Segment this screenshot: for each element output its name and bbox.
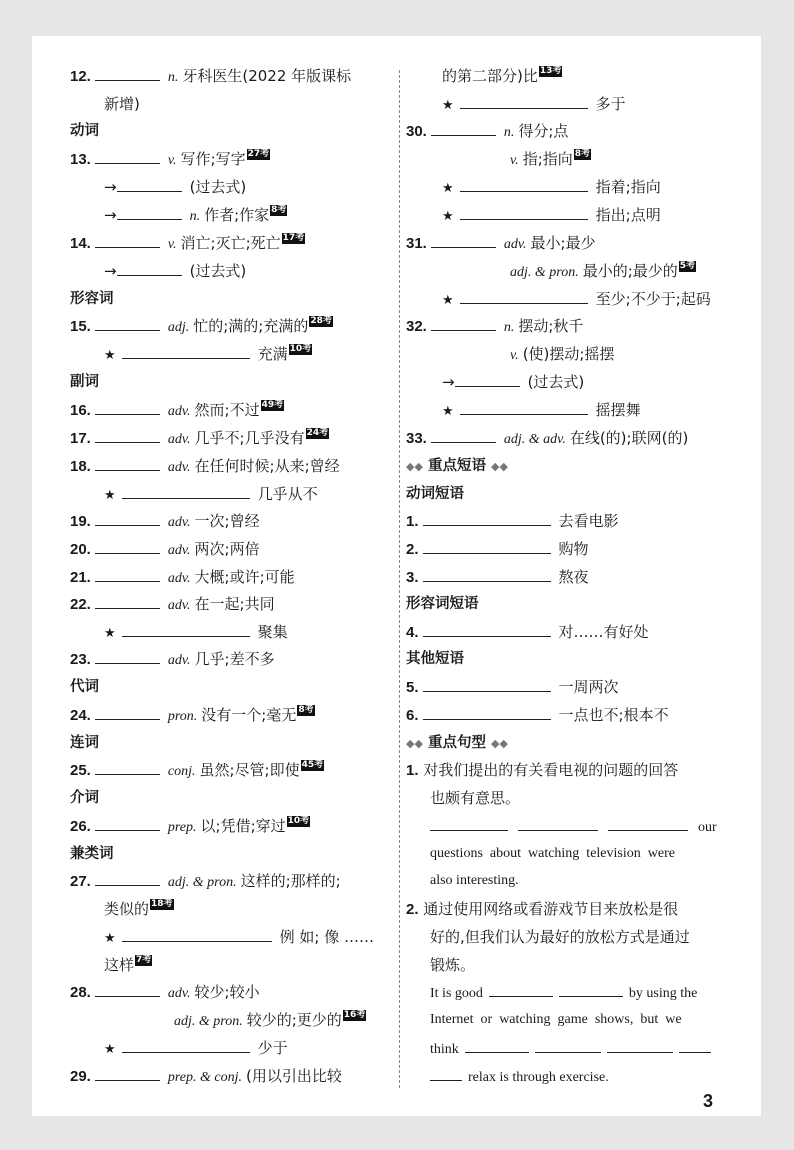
sentence-2-en3: think <box>430 1038 711 1060</box>
answer-blank[interactable] <box>423 677 551 692</box>
section-adjective: 形容词 <box>70 291 114 307</box>
answer-blank[interactable] <box>122 927 272 942</box>
answer-blank[interactable] <box>95 594 160 609</box>
answer-blank[interactable] <box>95 428 160 443</box>
item-32-line2: v. (使)摆动;摇摆 <box>510 345 615 363</box>
header-key-sentences: ◆◆ 重点句型 ◆◆ <box>406 735 508 751</box>
answer-blank[interactable] <box>431 233 496 248</box>
section-preposition: 介词 <box>70 790 99 806</box>
star-icon: ★ <box>104 488 116 503</box>
phrase-4: 4. 对……有好处 <box>406 623 649 641</box>
item-20: 20. adv. 两次;两倍 <box>70 540 260 558</box>
item-32-sub: → (过去式) <box>442 373 585 391</box>
answer-blank[interactable] <box>460 94 588 109</box>
item-27-cont: 类似的 18考 <box>104 899 173 918</box>
section-adj-phrases: 形容词短语 <box>406 596 479 612</box>
answer-blank[interactable] <box>117 205 182 220</box>
phrase-6: 6. 一点也不;根本不 <box>406 706 669 724</box>
item-18: 18. adv. 在任何时候;从来;曾经 <box>70 457 340 475</box>
answer-blank[interactable] <box>95 649 160 664</box>
item-29: 29. prep. & conj. (用以引出比较 <box>70 1067 342 1085</box>
star-icon: ★ <box>442 181 454 196</box>
sentence-1-cn2: 也颇有意思。 <box>430 789 521 807</box>
item-33: 33. adj. & adv. 在线(的);联网(的) <box>406 429 689 447</box>
item-14: 14. v. 消亡;灭亡;死亡 17考 <box>70 233 305 252</box>
answer-blank[interactable] <box>95 871 160 886</box>
sentence-2-en1: It is good by using the <box>430 982 697 1004</box>
item-26: 26. prep. 以;凭借;穿过 10考 <box>70 816 310 835</box>
item-25: 25. conj. 虽然;尽管;即使 45考 <box>70 760 324 779</box>
item-13-sub2: → n. 作者;作家 8考 <box>104 205 287 224</box>
item-24: 24. pron. 没有一个;毫无 8考 <box>70 705 314 724</box>
answer-blank[interactable] <box>607 1038 673 1053</box>
sentence-1: 1. 对我们提出的有关看电视的问题的回答 <box>406 761 679 779</box>
kao-badge: 10考 <box>289 344 312 354</box>
item-14-sub1: → (过去式) <box>104 262 247 280</box>
answer-blank[interactable] <box>95 539 160 554</box>
answer-blank[interactable] <box>423 539 551 554</box>
item-28: 28. adv. 较少;较小 <box>70 983 260 1001</box>
star-icon: ★ <box>442 209 454 224</box>
sentence-2-en2: Internet or watching game shows, but we <box>430 1012 682 1027</box>
section-verb: 动词 <box>70 123 99 139</box>
star-icon: ★ <box>442 293 454 308</box>
item-22-star: ★ 聚集 <box>104 623 288 641</box>
answer-blank[interactable] <box>460 289 588 304</box>
item-27-star-cont: 这样 7考 <box>104 955 152 974</box>
answer-blank[interactable] <box>95 816 160 831</box>
item-21: 21. adv. 大概;或许;可能 <box>70 568 295 586</box>
item-32-star: ★ 摇摆舞 <box>442 401 641 419</box>
sentence-2: 2. 通过使用网络或看游戏节目来放松是很 <box>406 900 679 918</box>
kao-badge: 45考 <box>301 760 324 770</box>
answer-blank[interactable] <box>431 428 496 443</box>
answer-blank[interactable] <box>95 567 160 582</box>
sentence-2-cn2: 好的,但我们认为最好的放松方式是通过 <box>430 928 690 946</box>
answer-blank[interactable] <box>460 400 588 415</box>
answer-blank[interactable] <box>430 816 508 831</box>
kao-badge: 13考 <box>539 66 562 76</box>
item-13: 13. v. 写作;写字 27考 <box>70 149 270 168</box>
sentence-1-en2: questions about watching television were <box>430 846 675 861</box>
section-adverb: 副词 <box>70 374 99 390</box>
diamond-icon: ◆◆ <box>491 737 508 750</box>
kao-badge: 28考 <box>310 316 332 326</box>
answer-blank[interactable] <box>95 1066 160 1081</box>
kao-badge: 7考 <box>136 955 152 965</box>
kao-badge: 27考 <box>247 149 270 159</box>
section-conjunction: 连词 <box>70 735 99 751</box>
answer-blank[interactable] <box>122 622 250 637</box>
answer-blank[interactable] <box>430 1066 462 1081</box>
item-12: 12. n. 牙科医生(2022 年版课标 <box>70 67 352 85</box>
item-19: 19. adv. 一次;曾经 <box>70 512 260 530</box>
kao-badge: 10考 <box>287 816 310 826</box>
sentence-1-en3: also interesting. <box>430 873 519 888</box>
kao-badge: 5考 <box>679 261 696 271</box>
diamond-icon: ◆◆ <box>491 460 508 473</box>
item-17: 17. adv. 几乎不;几乎没有 24考 <box>70 428 329 447</box>
answer-blank[interactable] <box>117 261 182 276</box>
header-key-phrases: ◆◆ 重点短语 ◆◆ <box>406 458 508 474</box>
item-15-star: ★ 充满 10考 <box>104 344 312 363</box>
answer-blank[interactable] <box>122 484 250 499</box>
answer-blank[interactable] <box>431 316 496 331</box>
answer-blank[interactable] <box>95 400 160 415</box>
answer-blank[interactable] <box>460 177 588 192</box>
item-27: 27. adj. & pron. 这样的;那样的; <box>70 872 341 890</box>
answer-blank[interactable] <box>95 66 160 81</box>
section-multi-class: 兼类词 <box>70 846 114 862</box>
item-27-star: ★ 例 如; 像 …… <box>104 928 375 946</box>
phrase-3: 3. 熬夜 <box>406 568 589 586</box>
kao-badge: 16考 <box>343 1010 366 1020</box>
sentence-1-en1: our <box>430 816 717 838</box>
item-30-line2: v. 指;指向 8考 <box>510 149 591 168</box>
diamond-icon: ◆◆ <box>406 737 423 750</box>
star-icon: ★ <box>104 626 116 641</box>
phrase-5: 5. 一周两次 <box>406 678 619 696</box>
answer-blank[interactable] <box>489 982 553 997</box>
answer-blank[interactable] <box>535 1038 601 1053</box>
phrase-2: 2. 购物 <box>406 540 589 558</box>
section-pronoun: 代词 <box>70 679 99 695</box>
diamond-icon: ◆◆ <box>406 460 423 473</box>
item-29-star: ★ 多于 <box>442 95 626 113</box>
sentence-2-cn3: 锻炼。 <box>430 956 476 974</box>
answer-blank[interactable] <box>95 233 160 248</box>
item-31-line2: adj. & pron. 最小的;最少的 5考 <box>510 261 696 280</box>
item-29-cont: 的第二部分)比 13考 <box>442 66 562 85</box>
answer-blank[interactable] <box>559 982 623 997</box>
kao-badge: 17考 <box>282 233 305 243</box>
answer-blank[interactable] <box>95 511 160 526</box>
answer-blank[interactable] <box>95 705 160 720</box>
star-icon: ★ <box>104 931 116 946</box>
star-icon: ★ <box>104 348 116 363</box>
item-28-line2: adj. & pron. 较少的;更少的 16考 <box>174 1010 366 1029</box>
item-13-sub1: → (过去式) <box>104 178 247 196</box>
item-30-star2: ★ 指出;点明 <box>442 206 661 224</box>
answer-blank[interactable] <box>95 316 160 331</box>
answer-blank[interactable] <box>423 567 551 582</box>
item-22: 22. adv. 在一起;共同 <box>70 595 275 613</box>
item-31: 31. adv. 最小;最少 <box>406 234 596 252</box>
answer-blank[interactable] <box>465 1038 529 1053</box>
kao-badge: 49考 <box>261 400 284 410</box>
sentence-2-en4: relax is through exercise. <box>430 1066 609 1088</box>
star-icon: ★ <box>442 404 454 419</box>
kao-badge: 8考 <box>298 705 314 715</box>
answer-blank[interactable] <box>431 121 496 136</box>
kao-badge: 8考 <box>574 149 591 159</box>
item-31-star: ★ 至少;不少于;起码 <box>442 290 711 308</box>
answer-blank[interactable] <box>608 816 688 831</box>
answer-blank[interactable] <box>679 1038 711 1053</box>
item-16: 16. adv. 然而;不过 49考 <box>70 400 284 419</box>
item-18-star: ★ 几乎从不 <box>104 485 318 503</box>
item-30: 30. n. 得分;点 <box>406 122 569 140</box>
phrase-1: 1. 去看电影 <box>406 512 619 530</box>
kao-badge: 18考 <box>151 899 173 909</box>
star-icon: ★ <box>104 1042 116 1057</box>
section-verb-phrases: 动词短语 <box>406 486 464 502</box>
page-number: 3 <box>703 1091 714 1111</box>
answer-blank[interactable] <box>518 816 598 831</box>
answer-blank[interactable] <box>455 372 520 387</box>
kao-badge: 8考 <box>271 205 287 215</box>
item-12-cont: 新增) <box>104 95 140 113</box>
answer-blank[interactable] <box>122 1038 250 1053</box>
section-other-phrases: 其他短语 <box>406 651 464 667</box>
item-28-star: ★ 少于 <box>104 1039 288 1057</box>
star-icon: ★ <box>442 98 454 113</box>
answer-blank[interactable] <box>95 456 160 471</box>
item-32: 32. n. 摆动;秋千 <box>406 317 584 335</box>
item-30-star1: ★ 指着;指向 <box>442 178 661 196</box>
answer-blank[interactable] <box>460 205 588 220</box>
item-23: 23. adv. 几乎;差不多 <box>70 650 275 668</box>
column-divider <box>399 70 400 1088</box>
answer-blank[interactable] <box>117 177 182 192</box>
answer-blank[interactable] <box>95 982 160 997</box>
kao-badge: 24考 <box>306 428 329 438</box>
answer-blank[interactable] <box>95 760 160 775</box>
answer-blank[interactable] <box>95 149 160 164</box>
answer-blank[interactable] <box>423 511 551 526</box>
answer-blank[interactable] <box>423 705 551 720</box>
item-15: 15. adj. 忙的;满的;充满的 28考 <box>70 316 332 335</box>
answer-blank[interactable] <box>122 344 250 359</box>
answer-blank[interactable] <box>423 622 551 637</box>
